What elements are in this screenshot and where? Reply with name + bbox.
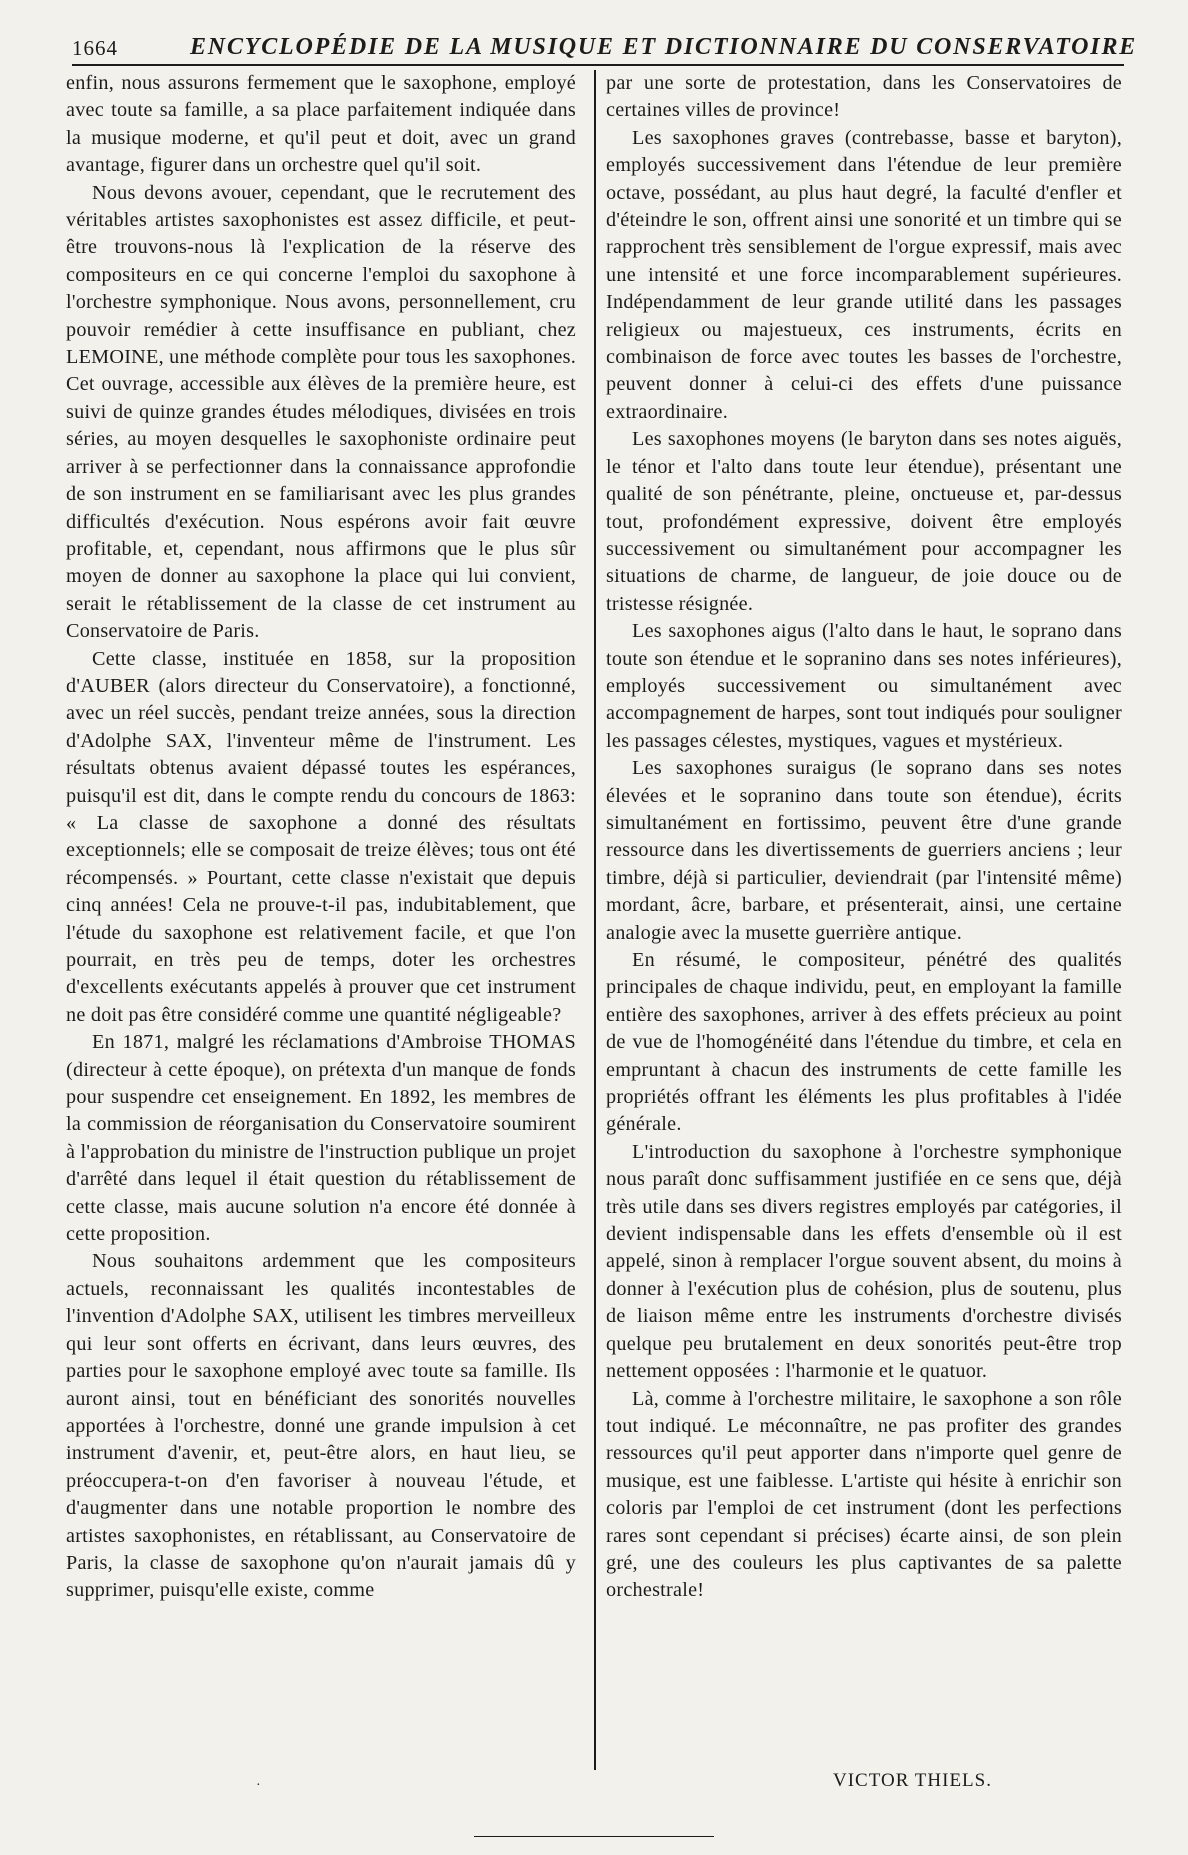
stray-mark: · xyxy=(256,1778,261,1793)
paragraph: Cette classe, instituée en 1858, sur la proposition d'AUBER (alors directeur du Conservatoire), a fonctionné, avec un réel succès, pendant treize années, sous la direction d'Adolphe SAX, l'inventeur même de l'instrument. Les résultats obtenus avaient dépassé toutes les espérances, puisqu'il est dit, dans le compte rendu du concours de 1863: « La classe de saxophone a donné des résultats exceptionnels; elle se composait de treize élèves; tous ont été récompensés. » Pourtant, cette classe n'existait que depuis cinq années! Cela ne prouve-t-il pas, indubitablement, que l'étude du saxophone est relativement facile, et que l'on pourrait, en très peu de temps, doter les orchestres d'excellents exécutants appelés à prouver que cet instrument ne doit pas être considéré comme une quantité négligeable? xyxy=(66,647,576,1026)
paragraph: Les saxophones aigus (l'alto dans le haut, le soprano dans toute son étendue et le sopranino dans ses notes inférieures), employés successivement ou simultanément avec accompagnement de harpes, sont tout indiqués pour souligner les passages célestes, mystiques, vagues et mystérieux. xyxy=(606,620,1122,752)
footer-rule xyxy=(474,1836,714,1837)
paragraph: Les saxophones suraigus (le soprano dans ses notes élevées et le sopranino dans toute son étendue), écrits simultanément en fortissimo, peuvent être d'une grande ressource dans les divertissements de guerriers anciens ; leur timbre, déjà si particulier, deviendrait (par l'intensité même) mordant, âcre, barbare, et présenterait, ainsi, une certaine analogie avec la musette guerrière antique. xyxy=(606,757,1122,944)
right-column xyxy=(606,70,1122,1605)
running-title: ENCYCLOPÉDIE DE LA MUSIQUE ET DICTIONNAIRE DU CONSERVATOIRE xyxy=(190,34,1138,60)
paragraph: Là, comme à l'orchestre militaire, le saxophone a son rôle tout indiqué. Le méconnaître, ne pas profiter des grandes ressources qu'il peut apporter dans n'importe quel genre de musique, est une faiblesse. L'artiste qui hésite à enrichir son coloris par l'emploi de cet instrument (dont les perfections rares sont cependant si précises) écarte ainsi, de son plein gré, une des couleurs les plus captivantes de sa palette orchestrale! xyxy=(606,1387,1122,1602)
paragraph: Les saxophones moyens (le baryton dans ses notes aiguës, le ténor et l'alto dans toute leur étendue), présentant une qualité de son pénétrante, pleine, onctueuse et, par-dessus tout, profondément expressive, doivent être employés successivement ou simultanément pour accompagner les situations de charme, de langueur, de joie douce ou de tristesse résignée. xyxy=(606,428,1122,615)
page-header xyxy=(72,34,1138,68)
column-divider xyxy=(594,70,596,1770)
paragraph: enfin, nous assurons fermement que le saxophone, employé avec toute sa famille, a sa place parfaitement indiquée dans la musique moderne, et qu'il peut et doit, avec un grand avantage, figurer dans un orchestre quel qu'il soit. xyxy=(66,72,576,177)
paragraph: L'introduction du saxophone à l'orchestre symphonique nous paraît donc suffisamment justifiée en ce sens que, déjà très utile dans ses divers registres employés par catégories, il devient indispensable dans les effets d'ensemble où il est appelé, sinon à remplacer l'orgue souvent absent, du moins à donner à l'exécution plus de cohésion, plus de soutenu, plus de liaison même entre les instruments d'orchestre divisés quelque peu brutalement en deux sonorités peut-être trop nettement opposées : l'harmonie et le quatuor. xyxy=(606,1140,1122,1383)
author-signature: VICTOR THIELS. xyxy=(833,1770,992,1791)
paragraph: Nous souhaitons ardemment que les compositeurs actuels, reconnaissant les qualités incontestables de l'invention d'Adolphe SAX, utilisent les timbres merveilleux qui leur sont offerts en écrivant, dans leurs œuvres, des parties pour le saxophone employé avec toute sa famille. Ils auront ainsi, tout en bénéficiant des sonorités nouvelles apportées à l'orchestre, donné une grande impulsion à cet instrument d'avenir, et, peut-être alors, en haut lieu, se préoccupera-t-on d'en favoriser à nouveau l'étude, et d'augmenter dans une notable proportion le nombre des artistes saxophonistes, en rétablissant, au Conservatoire de Paris, la classe de saxophone qu'on n'aurait jamais dû y supprimer, puisqu'elle existe, comme xyxy=(66,1250,576,1602)
paragraph: En 1871, malgré les réclamations d'Ambroise THOMAS (directeur à cette époque), on prétexta d'un manque de fonds pour suspendre cet enseignement. En 1892, les membres de la commission de réorganisation du Conservatoire soumirent à l'approbation du ministre de l'instruction publique un projet d'arrêté dans lequel il était question du rétablissement de cette classe, mais aucune solution n'a encore été donnée à cette proposition. xyxy=(66,1031,576,1246)
left-column xyxy=(66,70,576,1605)
header-rule xyxy=(72,64,1124,66)
paragraph: Nous devons avouer, cependant, que le recrutement des véritables artistes saxophonistes est assez difficile, et peut-être trouvons-nous là l'explication de la réserve des compositeurs en ce qui concerne l'emploi du saxophone à l'orchestre symphonique. Nous avons, personnellement, cru pouvoir remédier à cette insuffisance en publiant, chez LEMOINE, une méthode complète pour tous les saxophones. Cet ouvrage, accessible aux élèves de la première heure, est suivi de quinze grandes études mélodiques, divisées en trois séries, au moyen desquelles le saxophoniste ordinaire peut arriver à se perfectionner dans la connaissance approfondie de son instrument en se familiarisant avec les plus grandes difficultés d'exécution. Nous espérons avoir fait œuvre profitable, et, cependant, nous affirmons que le plus sûr moyen de donner au saxophone la place qui lui convient, serait le rétablissement de la classe de cet instrument au Conservatoire de Paris. xyxy=(66,181,576,643)
paragraph: Les saxophones graves (contrebasse, basse et baryton), employés successivement dans l'étendue de leur première octave, possédant, au plus haut degré, la faculté d'enfler et d'éteindre le son, offrent ainsi une sonorité et un timbre qui se rapprochent très sensiblement de l'orgue expressif, mais avec une intensité et une force incomparablement supérieures. Indépendamment de leur grande utilité dans les passages religieux ou majestueux, ces instruments, écrits en combinaison de force avec toutes les basses de l'orchestre, peuvent donner à celui-ci des effets d'une puissance extraordinaire. xyxy=(606,126,1122,423)
paragraph: par une sorte de protestation, dans les Conservatoires de certaines villes de province! xyxy=(606,72,1122,122)
page-number: 1664 xyxy=(72,36,118,60)
paragraph: En résumé, le compositeur, pénétré des qualités principales de chaque individu, peut, en employant la famille entière des saxophones, arriver à des effets précieux au point de vue de l'homogénéité dans l'étendue du timbre, et cela en empruntant à chacun des instruments de cette famille les propriétés offrant les éléments les plus profitables à l'idée générale. xyxy=(606,949,1122,1136)
